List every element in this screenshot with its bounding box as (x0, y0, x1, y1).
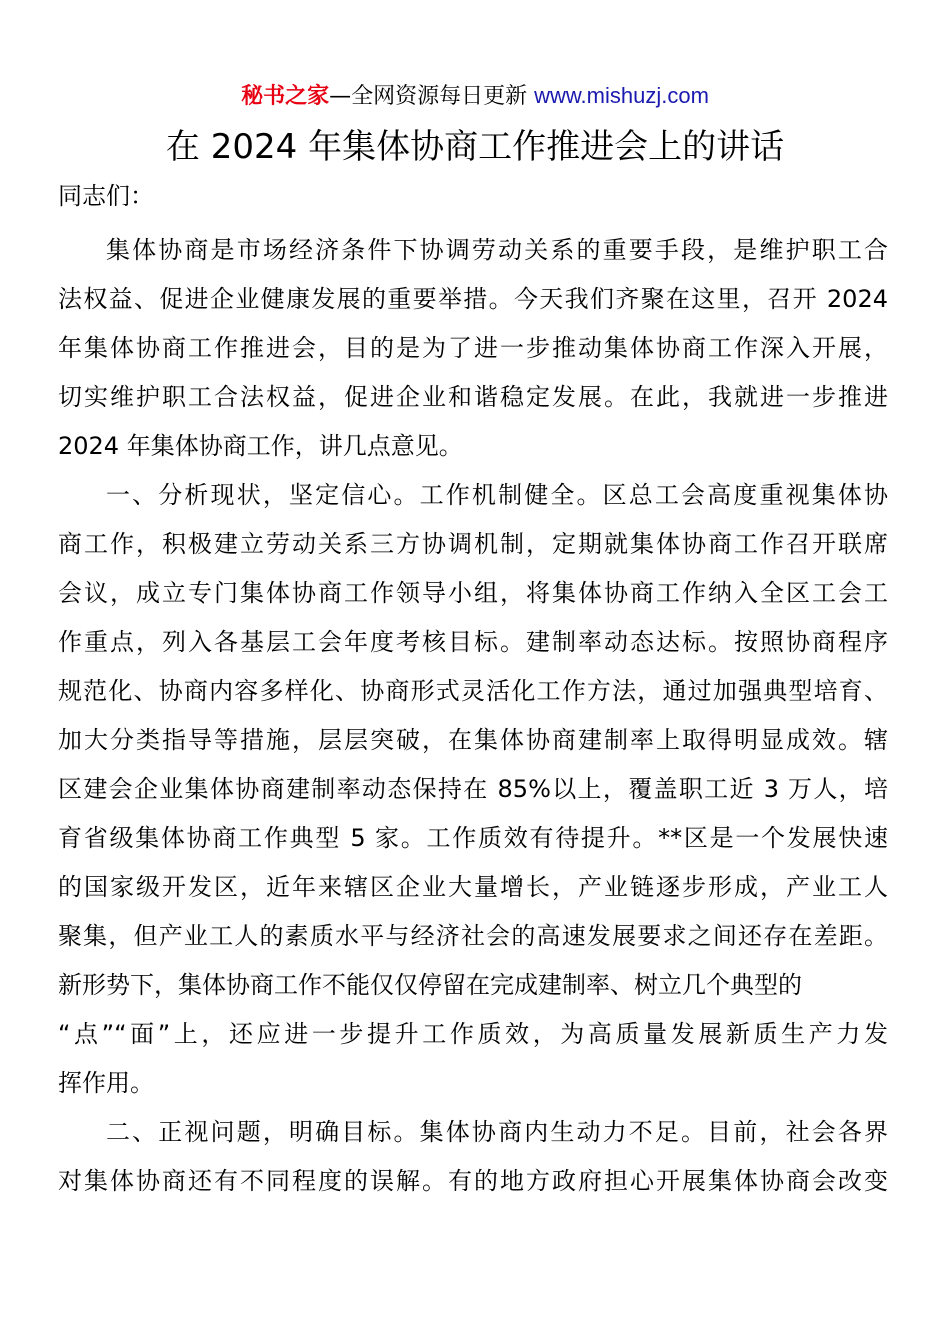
paragraph-line: 加大分类指导等措施，层层突破，在集体协商建制率上取得明显成效。辖 (58, 726, 888, 754)
paragraph-line: 二、正视问题，明确目标。集体协商内生动力不足。目前，社会各界 (106, 1118, 888, 1146)
paragraph-line: 对集体协商还有不同程度的误解。有的地方政府担心开展集体协商会改变 (58, 1167, 888, 1195)
site-brand: 秘书之家 (241, 84, 330, 109)
site-url-link[interactable]: www.mishuzj.com (534, 83, 709, 108)
paragraph-line: 切实维护职工合法权益，促进企业和谐稳定发展。在此，我就进一步推进 (58, 383, 888, 411)
paragraph-line: 区建会企业集体协商建制率动态保持在 85%以上，覆盖职工近 3 万人，培 (58, 775, 888, 803)
paragraph-line: 挥作用。 (58, 1069, 154, 1097)
paragraph-line: 集体协商是市场经济条件下协调劳动关系的重要手段，是维护职工合 (106, 236, 888, 264)
salutation: 同志们： (58, 182, 154, 210)
paragraph-line: 法权益、促进企业健康发展的重要举措。今天我们齐聚在这里，召开 2024 (58, 285, 888, 313)
paragraph-line: 商工作，积极建立劳动关系三方协调机制，定期就集体协商工作召开联席 (58, 530, 888, 558)
paragraph-line: 新形势下，集体协商工作不能仅仅停留在完成建制率、树立几个典型的 (58, 971, 802, 999)
paragraph-line: 规范化、协商内容多样化、协商形式灵活化工作方法，通过加强典型培育、 (58, 677, 888, 705)
paragraph-line: 育省级集体协商工作典型 5 家。工作质效有待提升。**区是一个发展快速 (58, 824, 888, 852)
site-header (0, 80, 950, 113)
site-tagline: —全网资源每日更新 (329, 84, 535, 109)
document-body (58, 226, 888, 1206)
paragraph-line: 年集体协商工作推进会，目的是为了进一步推动集体协商工作深入开展， (58, 334, 888, 362)
paragraph-line: 会议，成立专门集体协商工作领导小组，将集体协商工作纳入全区工会工 (58, 579, 888, 607)
paragraph-line: 2024 年集体协商工作，讲几点意见。 (58, 432, 463, 460)
paragraph-line: 作重点，列入各基层工会年度考核目标。建制率动态达标。按照协商程序 (58, 628, 888, 656)
document-title: 在 2024 年集体协商工作推进会上的讲话 (165, 127, 785, 167)
paragraph-line: 的国家级开发区，近年来辖区企业大量增长，产业链逐步形成，产业工人 (58, 873, 888, 901)
paragraph-line: 一、分析现状，坚定信心。工作机制健全。区总工会高度重视集体协 (106, 481, 888, 509)
paragraph-line: “点”“面”上，还应进一步提升工作质效，为高质量发展新质生产力发 (58, 1020, 888, 1048)
paragraph-line: 聚集，但产业工人的素质水平与经济社会的高速发展要求之间还存在差距。 (58, 922, 888, 950)
